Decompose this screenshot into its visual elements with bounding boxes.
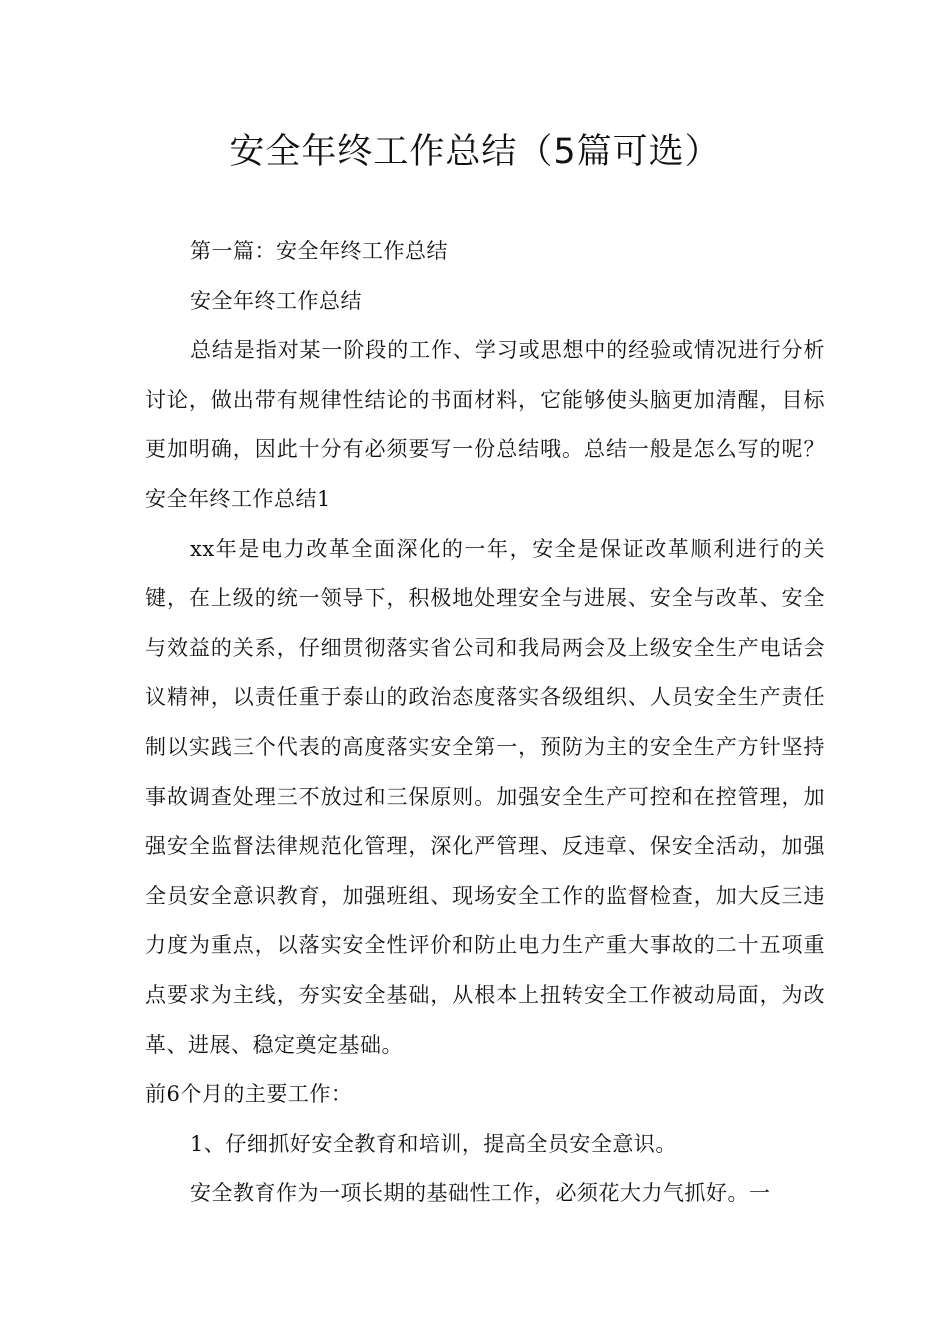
list-item: 1、仔细抓好安全教育和培训，提高全员安全意识。 bbox=[190, 1131, 677, 1156]
document-title: 安全年终工作总结（5篇可选） bbox=[229, 132, 721, 172]
document-body bbox=[145, 227, 825, 1219]
subtitle: 安全年终工作总结 bbox=[190, 288, 362, 313]
section-heading: 第一篇：安全年终工作总结 bbox=[190, 239, 448, 263]
paragraph: xx年是电力改革全面深化的一年，安全是保证改革顺利进行的关键，在上级的统一领导下，积极地处理安全与进展、安全与改革、安全与效益的关系，仔细贯彻落实省公司和我局两会及上级安全生产电话会议精神，以责任重于泰山的政治态度落实各级组织、人员安全生产责任制以实践三个代表的高度落实安全第一，预防为主的安全生产方针坚持事故调查处理三不放过和三保原则。加强安全生产可控和在控管理，加强安全监督法律规范化管理，深化严管理、反违章、保安全活动，加强全员安全意识教育，加强班组、现场安全工作的监督检查，加大反三违力度为重点，以落实安全性评价和防止电力生产重大事故的二十五项重点要求为主线，夯实安全基础，从根本上扭转安全工作被动局面，为改革、进展、稳定奠定基础。 bbox=[145, 536, 825, 1057]
paragraph: 总结是指对某一阶段的工作、学习或思想中的经验或情况进行分析讨论，做出带有规律性结论的书面材料，它能够使头脑更加清醒，目标更加明确，因此十分有必须要写一份总结哦。总结一般是怎么写的呢？安全年终工作总结1 bbox=[145, 338, 825, 511]
paragraph: 前6个月的主要工作： bbox=[145, 1082, 353, 1107]
paragraph: 安全教育作为一项长期的基础性工作，必须花大力气抓好。一 bbox=[190, 1181, 771, 1206]
